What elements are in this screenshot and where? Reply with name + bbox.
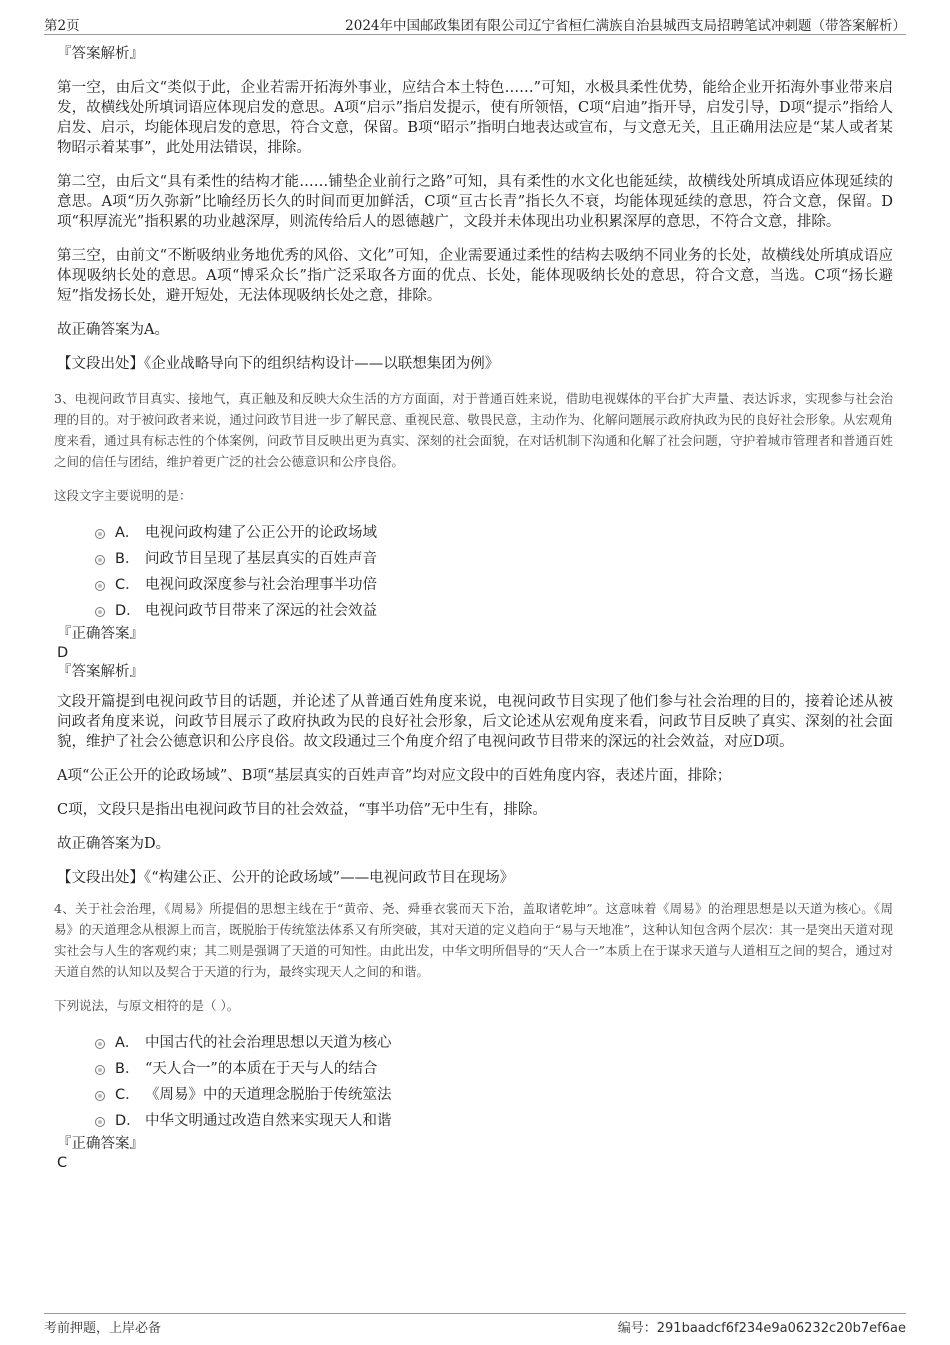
q4-option-a[interactable]: A． 中国古代的社会治理思想以天道为核心 [95, 1030, 893, 1056]
q4-option-d[interactable]: D． 中华文明通过改造自然来实现天人和谐 [95, 1108, 893, 1134]
radio-icon[interactable] [95, 1117, 105, 1127]
radio-icon[interactable] [95, 555, 105, 565]
q3-source: 【文段出处】《“构建公正、公开的论政场域”——电视问政节目在现场》 [57, 870, 515, 886]
q3-analysis-tag: 『答案解析』 [57, 664, 144, 680]
q3-options [95, 520, 893, 624]
q4-option-c[interactable]: C． 《周易》中的天道理念脱胎于传统筮法 [95, 1082, 893, 1108]
q3-answer: D [57, 645, 69, 661]
q3-conclusion: 故正确答案为D。 [57, 836, 171, 852]
page-content [54, 44, 893, 1172]
q4-options [95, 1030, 893, 1134]
q3-option-a[interactable]: A． 电视问政构建了公正公开的论政场域 [95, 520, 893, 546]
footer-serial: 编号：291baadcf6f234e9a06232c20b7ef6ae [617, 1321, 906, 1336]
q2-analysis-tag: 『答案解析』 [57, 46, 144, 62]
q4-answer: C [57, 1155, 68, 1171]
q3-analysis-para-3: C项，文段只是指出电视问政节目的社会效益，“事半功倍”无中生有，排除。 [57, 802, 547, 818]
radio-icon[interactable] [95, 607, 105, 617]
radio-icon[interactable] [95, 529, 105, 539]
q3-question-text: 3、电视问政节目真实、接地气，真正触及和反映大众生活的方方面面，对于普通百姓来说，借助电视媒体的平台扩大声量、表达诉求，实现参与社会治理的目的。对于被问政者来说，通过问政节目进一步了解民意、重视民意、敬畏民意，主动作为、化解问题展示政府执政为民的良好社会形象。从宏观角度来看，通过具有标志性的个体案例，问政节目反映出更为真实、深刻的社会面貌，在对话机制下沟通和化解了社会问题，守护着城市管理者和普通百姓之间的信任与团结，维护着更广泛的社会公德意识和公序良俗。 [54, 391, 893, 469]
q2-analysis-para-3: 第三空，由前文“不断吸纳业务地优秀的风俗、文化”可知，企业需要通过柔性的结构去吸纳不同业务的长处，故横线处所填成语应体现吸纳长处的意思。A项“博采众长”指广泛采取各方面的优点、长处，能体现吸纳长处的意思，符合文意，当选。C项“扬长避短”指发扬长处，避开短处，无法体现吸纳长处之意，排除。 [57, 248, 893, 304]
q4-prompt: 下列说法，与原文相符的是（ ）。 [54, 998, 240, 1013]
q4-question-text: 4、关于社会治理，《周易》所提倡的思想主线在于“黄帝、尧、舜垂衣裳而天下治，盖取诸乾坤”。这意味着《周易》的治理思想是以天道为核心。《周易》的天道理念从根源上而言，既脱胎于传统筮法体系又有所突破，其对天道的定义趋向于“易与天地准”，这种认知包含两个层次：其一是突出天道对现实社会与人生的客观约束；其二则是强调了天道的可知性。由此出发，中华文明所倡导的“天人合一”本质上在于谋求天道与人道相互之间的契合，通过对天道自然的认知以及契合于天道的行为，最终实现天人之间的和谐。 [54, 901, 893, 979]
radio-icon[interactable] [95, 581, 105, 591]
document-title: 2024年中国邮政集团有限公司辽宁省桓仁满族自治县城西支局招聘笔试冲刺题（带答案解析） [345, 18, 906, 34]
q2-conclusion: 故正确答案为A。 [57, 322, 169, 338]
radio-icon[interactable] [95, 1091, 105, 1101]
q3-option-d[interactable]: D． 电视问政节目带来了深远的社会效益 [95, 598, 893, 624]
q3-prompt: 这段文字主要说明的是： [54, 488, 192, 503]
q2-source: 【文段出处】《企业战略导向下的组织结构设计——以联想集团为例》 [57, 356, 500, 372]
q3-answer-tag: 『正确答案』 [57, 626, 144, 642]
q3-option-b[interactable]: B． 问政节目呈现了基层真实的百姓声音 [95, 546, 893, 572]
radio-icon[interactable] [95, 1065, 105, 1075]
q3-option-c[interactable]: C． 电视问政深度参与社会治理事半功倍 [95, 572, 893, 598]
q3-analysis-para-2: A项“公正公开的论政场域”、B项“基层真实的百姓声音”均对应文段中的百姓角度内容，表述片面，排除； [57, 768, 732, 784]
page-number: 第2页 [44, 18, 80, 34]
footer-slogan: 考前押题，上岸必备 [44, 1321, 162, 1336]
q2-analysis-para-1: 第一空，由后文“类似于此，企业若需开拓海外事业，应结合本土特色……”可知，水极具柔性优势，能给企业开拓海外事业带来启发，故横线处所填词语应体现启发的意思。A项“启示”指启发提示，使有所领悟，C项“启迪”指开导，启发引导，D项“提示”指给人启发、启示，均能体现启发的意思，符合文意，保留。B项“昭示”指明白地表达或宣布，与文意无关，且正确用法应是“某人或者某物昭示着某事”，此处用法错误，排除。 [57, 80, 893, 156]
page-footer [44, 1313, 906, 1336]
q4-answer-tag: 『正确答案』 [57, 1136, 144, 1152]
radio-icon[interactable] [95, 1039, 105, 1049]
q2-analysis-para-2: 第二空，由后文“具有柔性的结构才能……铺垫企业前行之路”可知，具有柔性的水文化也能延续，故横线处所填成语应体现延续的意思。A项“历久弥新”比喻经历长久的时间而更加鲜活，C项“亘古长青”指长久不衰，均能体现延续的意思，符合文意，保留。D项“积厚流光”指积累的功业越深厚，则流传给后人的恩德越广，文段并未体现出功业积累深厚的意思，不符合文意，排除。 [57, 174, 893, 230]
q4-option-b[interactable]: B． “天人合一”的本质在于天与人的结合 [95, 1056, 893, 1082]
q3-analysis-para-1: 文段开篇提到电视问政节目的话题，并论述了从普通百姓角度来说，电视问政节目实现了他们参与社会治理的目的，接着论述从被问政者角度来说，问政节目展示了政府执政为民的良好社会形象，后文论述从宏观角度来看，问政节目反映了真实、深刻的社会面貌，维护了社会公德意识和公序良俗。故文段通过三个角度介绍了电视问政节目带来的深远的社会效益，对应D项。 [57, 694, 893, 750]
page-header [44, 12, 906, 35]
